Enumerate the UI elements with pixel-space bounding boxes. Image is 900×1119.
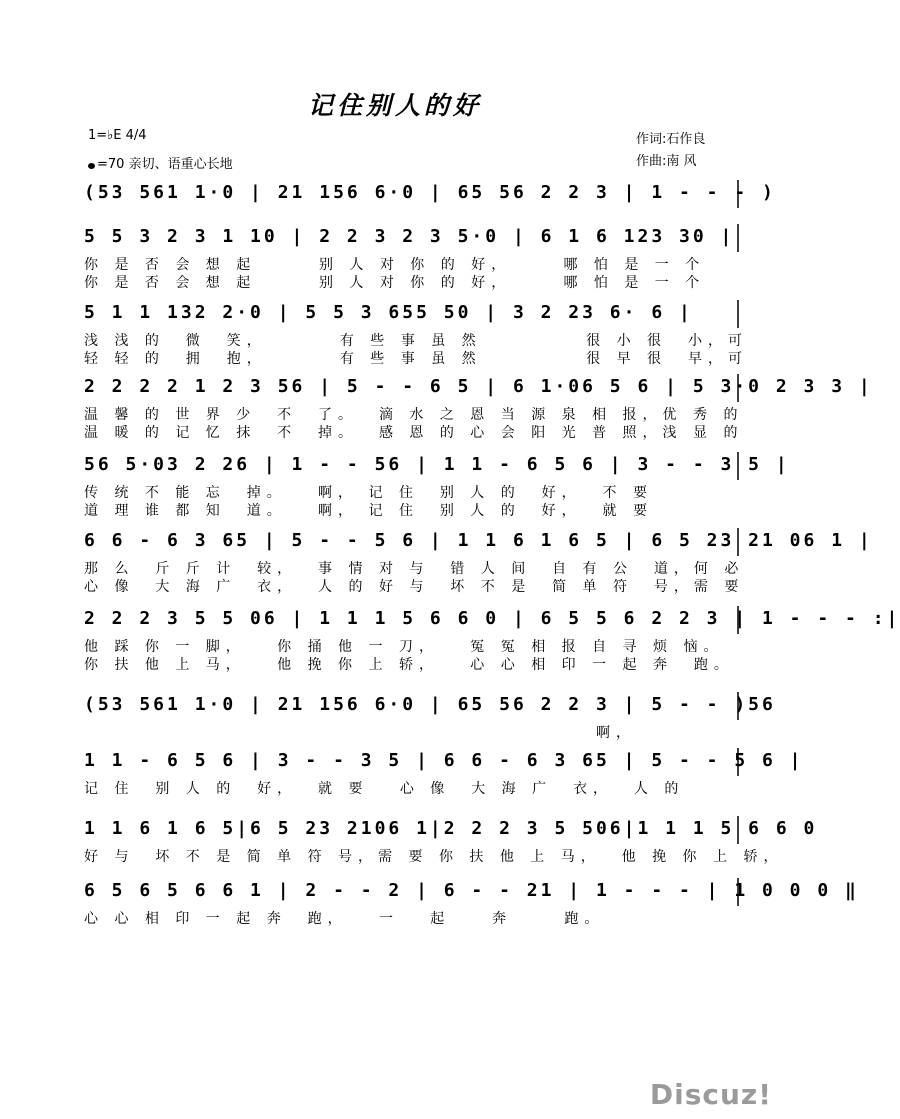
notes-line: 5 1 1 132 2·0 | 5 5 3 655 50 | 3 2 23 6· 6 |: [84, 302, 693, 323]
barline-marks: [0, 604, 900, 644]
lyric-line: 你 是 否 会 想 起 别 人 对 你 的 好， 哪 怕 是 一 个: [84, 257, 706, 273]
lyric-line: 温 馨 的 世 界 少 不 了。 滴 水 之 恩 当 源 泉 相 报，优 秀 的: [84, 407, 744, 423]
barline-marks: [0, 690, 790, 730]
song-title: 记住别人的好: [307, 91, 482, 120]
barline-marks: [0, 746, 804, 786]
lyric-line: 道 理 谁 都 知 道。 啊， 记 住 别 人 的 好， 就 要: [84, 503, 654, 519]
lyric-line: 浅 浅 的 微 笑， 有 些 事 虽 然 很 小 很 小，可: [84, 333, 748, 349]
watermark-logo: Discuz!: [649, 1078, 772, 1111]
notes-line: 56 5·03 2 26 | 1 - - 56 | 1 1 - 6 5 6 | 3 - - 3 5 |: [84, 454, 790, 475]
notes-line: 1 1 - 6 5 6 | 3 - - 3 5 | 6 6 - 6 3 65 | 5 - - 5 6 |: [84, 750, 804, 771]
notes-line: 2 2 2 3 5 5 06 | 1 1 1 5 6 6 0 | 6 5 5 6 2 2 3 | 1 - - - :|: [84, 608, 900, 629]
barline-marks: [0, 450, 790, 490]
barline-marks: [0, 178, 790, 218]
barline-marks: [0, 298, 790, 338]
lyric-line: 你 是 否 会 想 起 别 人 对 你 的 好， 哪 怕 是 一 个: [84, 275, 706, 291]
barline-marks: [0, 526, 873, 566]
lyric-line: 心 像 大 海 广 衣， 人 的 好 与 坏 不 是 简 单 符 号，需 要: [84, 579, 745, 595]
notes-line: 6 6 - 6 3 65 | 5 - - 5 6 | 1 1 6 1 6 5 | 6 5 23 21 06 1 |: [84, 530, 873, 551]
lyric-line: 好 与 坏 不 是 简 单 符 号，需 要 你 扶 他 上 马， 他 挽 你 上 轿，: [84, 849, 784, 865]
key-signature: 1=♭E 4/4: [88, 128, 147, 143]
lyric-line: 那 么 斤 斤 计 较， 事 情 对 与 错 人 间 自 有 公 道，何 必: [84, 561, 745, 577]
notes-line: 1 1 6 1 6 5|6 5 23 2106 1|2 2 2 3 5 506|1 1 1 5 6 6 0: [84, 818, 818, 839]
quarter-note-icon: [88, 163, 95, 169]
lyric-line: 记 住 别 人 的 好， 就 要 心 像 大 海 广 衣， 人 的: [84, 781, 685, 797]
lyric-line: 轻 轻 的 拥 抱， 有 些 事 虽 然 很 早 很 早，可: [84, 351, 748, 367]
lyric-line: 心 心 相 印 一 起 奔 跑， 一 起 奔 跑。: [84, 911, 605, 927]
composer-credit: 作曲:南 风: [636, 154, 697, 169]
lyric-line: 你 扶 他 上 马， 他 挽 你 上 轿， 心 心 相 印 一 起 奔 跑。: [84, 657, 734, 673]
barline-marks: [0, 876, 859, 916]
lyric-line: 啊，: [84, 725, 637, 741]
barline-marks: [0, 372, 873, 412]
lyric-line: 他 踩 你 一 脚， 你 捅 他 一 刀， 冤 冤 相 报 自 寻 烦 恼。: [84, 639, 724, 655]
tempo-line: [88, 153, 233, 172]
notes-line: (53 561 1·0 | 21 156 6·0 | 65 56 2 2 3 | 1 - - - ): [84, 182, 776, 203]
notes-line: 5 5 3 2 3 1 10 | 2 2 3 2 3 5·0 | 6 1 6 123 30 |: [84, 226, 735, 247]
barline-marks: [0, 222, 790, 262]
lyricist-credit: 作词:石作良: [636, 132, 706, 147]
notes-line: (53 561 1·0 | 21 156 6·0 | 65 56 2 2 3 | 5 - - )56: [84, 694, 776, 715]
barline-marks: [0, 814, 818, 854]
lyric-line: 传 统 不 能 忘 掉。 啊， 记 住 别 人 的 好， 不 要: [84, 485, 654, 501]
lyric-line: 温 暖 的 记 忆 抹 不 掉。 感 恩 的 心 会 阳 光 普 照，浅 显 的: [84, 425, 744, 441]
notes-line: 2 2 2 2 1 2 3 56 | 5 - - 6 5 | 6 1·06 5 6 | 5 3·0 2 3 3 |: [84, 376, 873, 397]
tempo-text: =70 亲切、语重心长地: [97, 157, 233, 172]
notes-line: 6 5 6 5 6 6 1 | 2 - - 2 | 6 - - 21 | 1 - - - | 1 0 0 0 ‖: [84, 880, 859, 901]
